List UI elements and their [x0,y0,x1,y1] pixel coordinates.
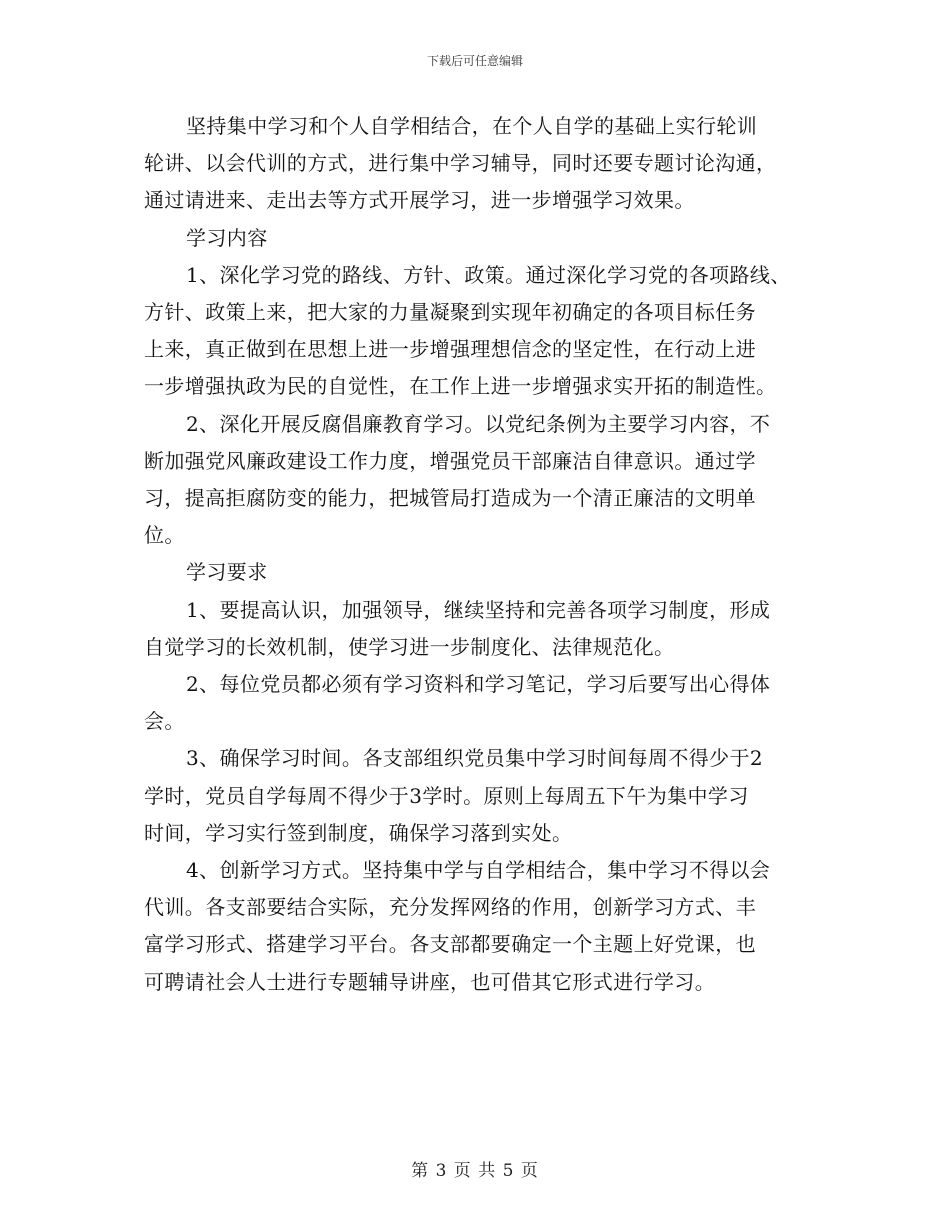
paragraph-intro [144,108,814,220]
text-line: 2、每位党员都必须有学习资料和学习笔记，学习后要写出心得体 [186,672,771,697]
paragraph-item-2-anticorruption [144,406,814,555]
paragraph-req-1 [144,592,814,666]
text-line: 上来，真正做到在思想上进一步增强理想信念的坚定性，在行动上进 [144,337,756,362]
text-line: 自觉学习的长效机制，使学习进一步制度化、法律规范化。 [144,634,675,659]
text-line: 时间，学习实行签到制度，确保学习落到实处。 [144,820,573,845]
page-number-footer: 第 3 页 共 5 页 [411,1161,539,1181]
document-body [144,108,814,1001]
paragraph-req-2 [144,666,814,740]
text-line: 方针、政策上来，把大家的力量凝聚到实现年初确定的各项目标任务 [144,300,756,325]
text-line: 4、创新学习方式。坚持集中学与自学相结合，集中学习不得以会 [186,858,771,883]
text-line: 会。 [144,709,185,734]
text-line: 学时，党员自学每周不得少于3学时。原则上每周五下午为集中学习 [144,783,749,808]
text-line: 学习内容 [186,225,268,250]
section-heading-requirements [144,554,814,591]
paragraph-req-3 [144,740,814,852]
text-line: 断加强党风廉政建设工作力度，增强党员干部廉洁自律意识。通过学 [144,448,756,473]
text-line: 可聘请社会人士进行专题辅导讲座，也可借其它形式进行学习。 [144,969,716,994]
page-header: 下载后可任意编辑 [426,54,523,68]
text-line: 1、深化学习党的路线、方针、政策。通过深化学习党的各项路线、 [186,262,791,287]
text-line: 轮讲、以会代训的方式，进行集中学习辅导，同时还要专题讨论沟通， [144,151,777,176]
text-line: 富学习形式、搭建学习平台。各支部都要确定一个主题上好党课，也 [144,932,756,957]
text-line: 1、要提高认识，加强领导，继续坚持和完善各项学习制度，形成 [186,597,771,622]
text-line: 坚持集中学习和个人自学相结合，在个人自学的基础上实行轮训 [186,114,758,138]
text-line: 位。 [144,523,185,548]
text-line: 代训。各支部要结合实际，充分发挥网络的作用，创新学习方式、丰 [144,895,756,920]
text-line: 3、确保学习时间。各支部组织党员集中学习时间每周不得少于2 [186,746,764,771]
text-line: 2、深化开展反腐倡廉教育学习。以党纪条例为主要学习内容，不 [186,411,771,436]
paragraph-item-1-policy [144,257,814,406]
text-line: 通过请进来、走出去等方式开展学习，进一步增强学习效果。 [144,188,695,213]
text-line: 一步增强执政为民的自觉性，在工作上进一步增强求实开拓的制造性。 [144,374,777,399]
paragraph-req-4 [144,852,814,1001]
section-heading-content [144,220,814,257]
text-line: 习，提高拒腐防变的能力，把城管局打造成为一个清正廉洁的文明单 [144,486,756,511]
text-line: 学习要求 [186,560,268,585]
